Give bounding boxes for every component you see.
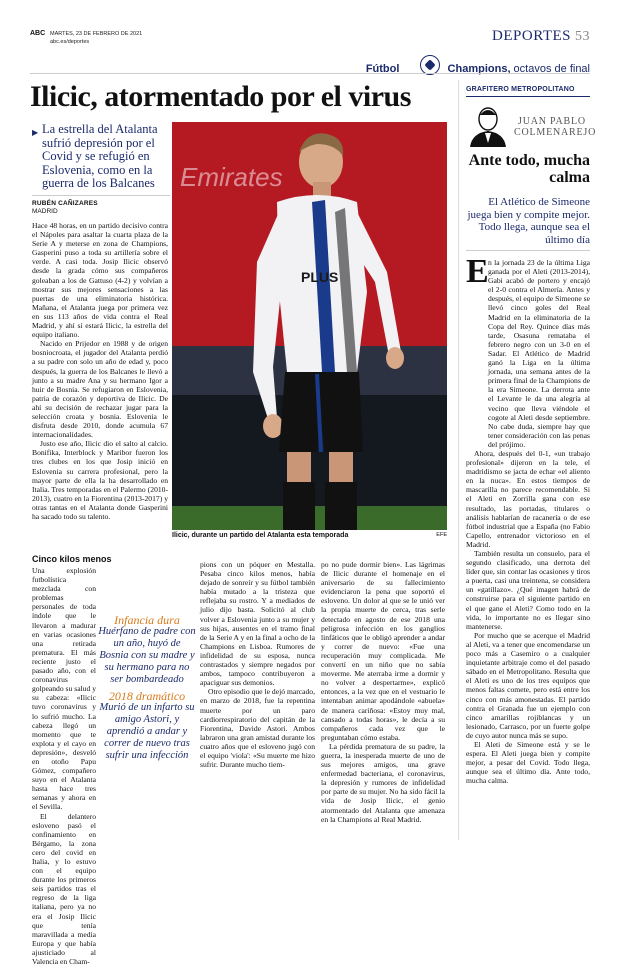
competition-rest: octavos de final — [510, 63, 590, 75]
author-last-name: COLMENAREJO — [514, 127, 597, 138]
triangle-bullet-icon: ▶ — [32, 128, 39, 137]
paragraph: Por mucho que se acerque el Madrid al Aleti, va a tener que encomendarse un poco más a Casemiro o a cualquier inquietante arbitraje como el del pasado sábado en el Metropolitano. Resulta que el Aleti es uno de los tres equipos que menos faltas comete, pero está entre los cinco con más amonestadas. El partido contra el Granada fue un ejemplo con cinco amarillas rojiblancas y un lesionado, Carrasco, por un fuerte golpe de cuyo autor nunca más se supo. — [466, 630, 590, 740]
issue-date — [50, 30, 142, 46]
paragraph: pions con un póquer en Mestalla. Pesaba cinco kilos menos, había dejado de sonreír y su fútbol también había mutado a la tristeza que reflejaba su rostro. Y a mediados de julio dijo basta. Solicitó al club volver a Eslovenia junto a su mujer y sus hijas, ausentes en el tramo final de la Serie A y en la final a ocho de la Champions en Lisboa. Rumores de infidelidad de su esposa, nunca contrastados y siempre negados por ambos, tampoco contribuyeron a apaciguar sus demonios. — [200, 560, 315, 688]
article-column-2 — [200, 560, 315, 838]
paper-logo: ABC — [30, 30, 46, 37]
article-column-3 — [321, 560, 445, 838]
column-kicker: GRAFITERO METROPOLITANO — [466, 86, 575, 93]
pull-quote-text: Huérfano de padre con un año, huyó de Bosnia con su madre y su hermano para no ser bombardeado — [98, 626, 196, 685]
pull-quote-text: Murió de un infarto su amigo Astori, y aprendió a andar y correr de nuevo tras sufrir una infección — [99, 702, 195, 761]
champions-ball-icon — [420, 55, 440, 75]
paragraph: También resulta un consuelo, para el segundo clasificado, una derrota del líder que, sin contar las ocasiones y tiros a puerta, casi una treintena, se considera un «gatillazo». ¿Qué imagen habrá de construirse para el siguiente partido en el que gane el Aleti? Como todo en la vida, lo importante no es llegar sino mantenerse. — [466, 549, 590, 631]
paragraph: n la jornada 23 de la última Liga ganada por el Aleti (2013-2014), Gabi acabó de portero y encajó el 2-0 contra el Almería. Antes y después, el equipo de Simeone se llevó cinco goles del Real Madrid en la eliminatoria de la Copa del Rey. Quince días más tarde, Osasuna remataba el febrero negro con un 3-0 en el Sadar. El Atlético de Madrid ganó la Liga en la última jornada, una semana antes de la primera final de la Champions de la era Simeone. La derrota ante el Levante le da una alegría al vecino que lleva viéndole el cogote al Aleti desde septiembre. No cabe duda, siempre hay que tener consideración con las penas del prójimo. — [488, 258, 590, 449]
svg-text:PLUS: PLUS — [301, 269, 339, 285]
drop-cap: E — [466, 253, 489, 290]
article-column-1 — [32, 221, 168, 551]
date-text: MARTES, 23 DE FEBRERO DE 2021 — [50, 31, 143, 37]
dateline-city: MADRID — [32, 208, 58, 215]
paragraph: Otro episodio que le dejó marcado, en marzo de 2018, fue la repentina muerte por un paro cardiorrespiratorio del capitán de la Fiorentina, Davide Astori. Ambos labraron una gran amistad durante los cuatro años que el esloveno jugó con el equipo 'viola': «Su muerte me hizo sufrir. Durante mucho tiem- — [200, 687, 315, 770]
column-dek: El Atlético de Simeone juega bien y compite mejor. Todo llega, aunque sea el último día — [467, 196, 590, 246]
sport-label: Fútbol — [365, 63, 400, 75]
paragraph: El Aleti de Simeone está y se le espera. El Aleti juega bien y compite mejor, a pesar del Covid. Todo llega, aunque sea el último día. Ante todo, mucha calma. — [466, 739, 590, 786]
author-portrait — [466, 103, 510, 147]
article-dek — [32, 123, 170, 191]
dek-text: La estrella del Atalanta sufrió depresión por el Covid y se refugió en Eslovenia, como en la guerra de los Balcanes — [42, 122, 158, 190]
player-photo — [172, 122, 447, 530]
competition-line — [366, 52, 590, 75]
site-url[interactable]: abc.es/deportes — [50, 39, 90, 45]
section-label: DEPORTES — [492, 28, 571, 44]
column-headline: Ante todo, mucha calma — [468, 152, 590, 186]
player-figure — [217, 122, 397, 530]
stadium-ad: Emirates — [180, 162, 283, 192]
author-first-name: JUAN PABLO — [518, 116, 586, 127]
caption-text: Ilicic, durante un partido del Atalanta esta temporada — [172, 532, 349, 539]
article-headline: Ilicic, atormentado por el virus — [30, 80, 411, 113]
paragraph: Justo ese año, Ilicic dio el salto al calcio. Bonifika, Interblock y Maribor fueron los tres clubes en los que Josip inició en Eslovenia su carrera profesional, pero la mayor parte de ella la ha desarrollado en Italia. Tres temporadas en el Palermo (2010-2013), cuatro en la Fiorentina (2013-2017) y otras tantas en el Atalanta donde Gasperini ha sacado todo su talento. — [32, 439, 168, 521]
dek-divider — [32, 195, 170, 196]
competition-bold: Champions, — [447, 63, 511, 75]
paragraph: La pérdida prematura de su padre, la guerra, la inesperada muerte de uno de sus mejores amigos, una grave enfermedad bacteriana, el coronavirus, la depresión y rumores de infidelidad por parte de su mujer. No ha sido fácil la vida de Josip Ilicic, el genio atormentado del Atalanta que amenaza en la Champions al Real Madrid. — [321, 741, 445, 824]
paragraph: po no pude dormir bien». Las lágrimas de Ilicic durante el homenaje en el aniversario de su fallecimiento evidenciaron la pena que soportó el esloveno. Un dolor al que se le unió ver la propia muerte de cerca, tras serle detectado en agosto de ese 2018 una peligrosa infección en los ganglios linfáticos que le obligó aprender a andar y correr de nuevo: «Fue una recuperación muy complicada. Me convertí en un niño que no sabía moverme. Me aterraba irme a dormir y no volver a despertarme», explicó entonces, a la vez que en el vestuario le intentaban animar apodándole «abuela» de manera cariñosa: «Estoy muy mal, cansado a todas horas», le decía a su compañeros cada vez que le preguntaban cómo estaba. — [321, 560, 445, 742]
paragraph: Ahora, después del 0-1, «un trabajo profesional» dijeron en la tele, el madridismo se jacta de echar «el aliento en la nuca». En estos tiempos de mascarilla no parece recomendable. Si el Aleti en Zorrilla gana con ese resultado, las portadas, titulares o análisis hablarían de racanería o de ese fútbol industrial que a España (no Fabio Capello, entrenador victorioso en el Madrid. — [466, 448, 590, 549]
subhead: Cinco kilos menos — [32, 554, 112, 564]
page-number: 53 — [575, 29, 590, 44]
pull-quote-title: 2018 dramático — [108, 689, 186, 703]
pull-quotes — [98, 614, 196, 762]
paragraph: Hace 48 horas, en un partido decisivo contra el Nápoles para asaltar la cuarta plaza de la Serie A y meterse en zona de Champions, Gasperini puso a toda su artillería sobre el verde. A casi toda. Josip Ilicic observó desde la grada cómo sus compañeros goleaban a los de Gattuso (4-2) y volvían a mostrar sus mejores sensaciones a las puertas de una eliminatoria histórica. Mañana, el Atalanta juega por primera vez en sus 113 años de vida contra el Real Madrid, y ahí sí estará Ilicic, la estrella del equipo italiano. — [32, 221, 168, 340]
header-divider — [30, 73, 590, 74]
section-title — [492, 28, 590, 45]
photo-credit: EFE — [436, 532, 447, 538]
byline: RUBÉN CAÑIZARES — [32, 200, 98, 207]
photo-caption — [172, 532, 447, 539]
paragraph: Nacido en Prijedor en 1988 y de origen bosniocroata, el jugador del Atalanta perdió a su padre con solo un año de edad y, poco después, la guerra de los Balcanes le llevó a junto a su madre Ana y su hermano Igor a huir de Bosnia. Se refugiaron en Eslovenia, patria de corazón y deportiva de Ilicic. De ahí su decisión de rechazar jugar para la selección croata y bosnia. Eslovenia le disfruta desde 2010, donde acumula 67 internacionalidades. — [32, 339, 168, 440]
column-divider — [466, 250, 590, 251]
pull-quote-title: Infancia dura — [114, 613, 180, 627]
article-column-1b — [32, 566, 96, 966]
column-kicker-rule — [466, 96, 590, 97]
paragraph: Una explosión futbolística mezclada con problemas personales de toda índole que le llevaron a madurar en varias ocasiones una retirada prematura. El más reciente justo el pasado año, con el coronavirus golpeando su salud y su cabeza: «Ilicic tuvo coronavirus y lo sufrió mucho. La cabeza llegó un momento que te explota y el cayo en depresión», desveló en otoño Papu Gómez, compañero suyo en el Atalanta hasta hace tres semanas y ahora en el Sevilla. — [32, 566, 96, 812]
column-rule — [458, 80, 459, 840]
column-body — [466, 253, 590, 838]
paragraph: El delantero esloveno pasó el confinamiento en Bérgamo, la zona cero del covid en Italia, y lo estuvo con el equipo durante los primeros seis partidos tras el regreso de la liga italiana, pero ya no era el Josip Ilicic que tenía maravillada a media Europa y que había ajusticiado al Valencia en Cham- — [32, 811, 96, 966]
